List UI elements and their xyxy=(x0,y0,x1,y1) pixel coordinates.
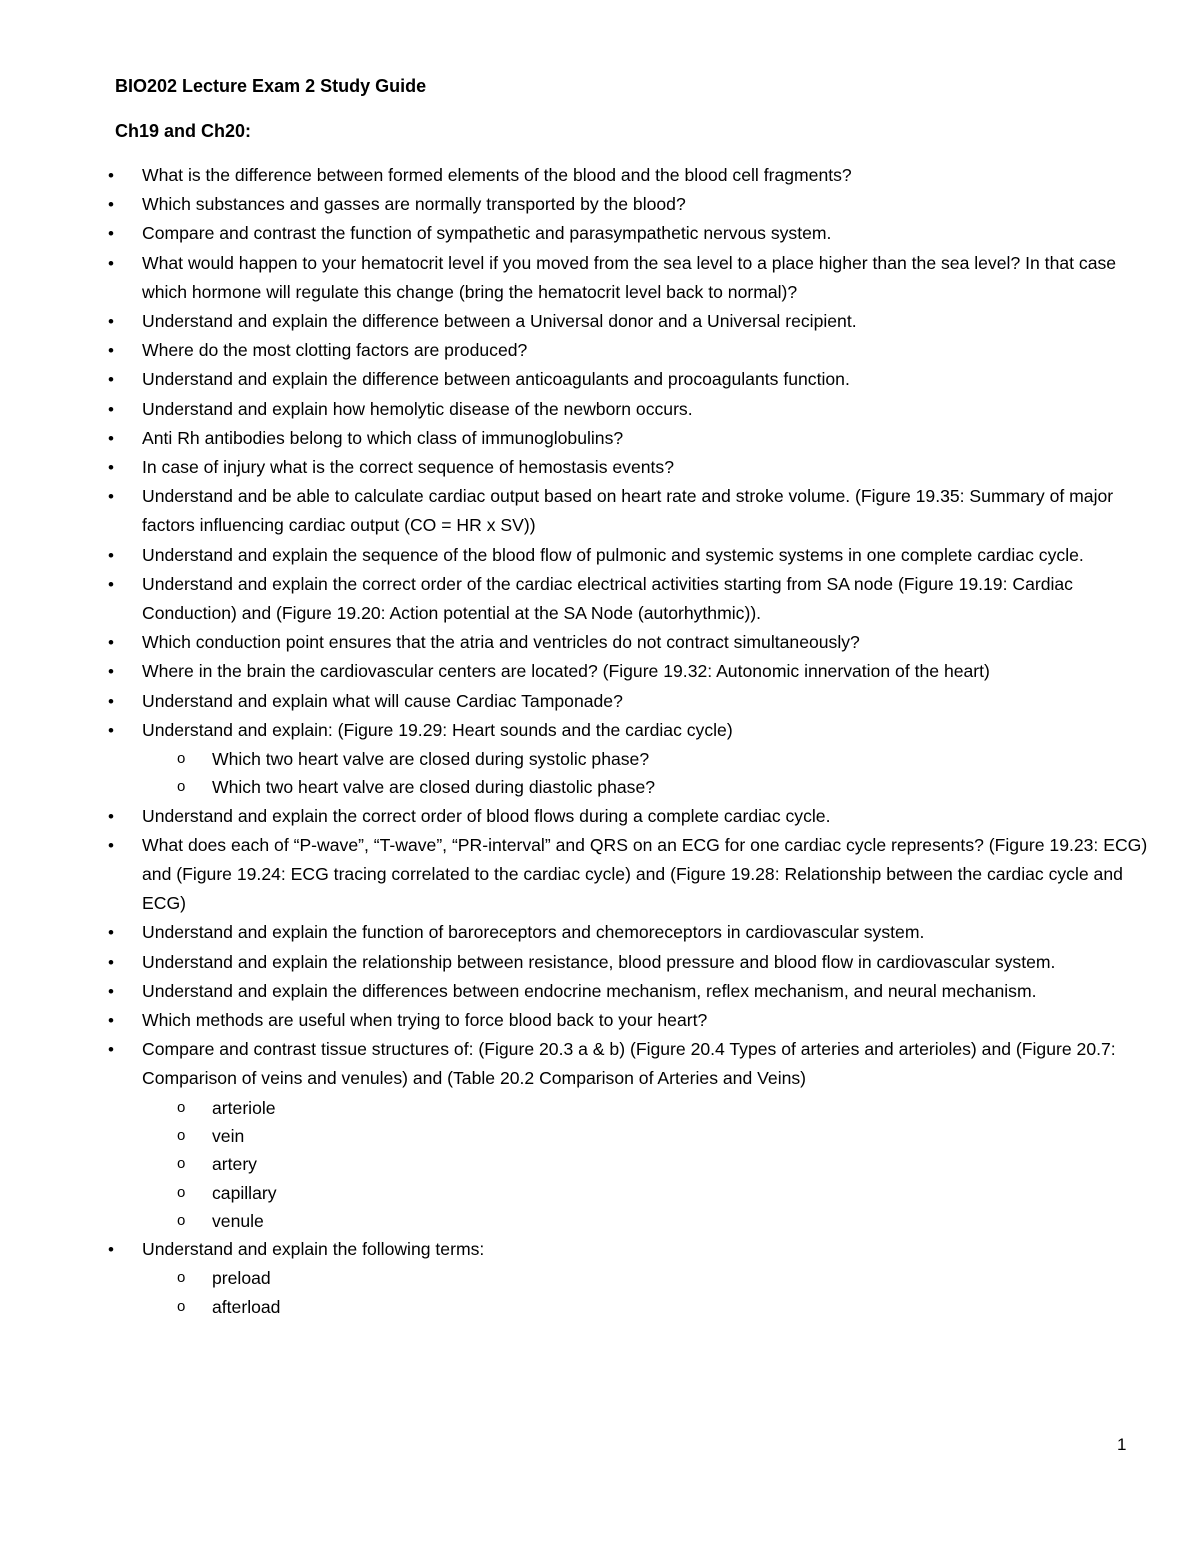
sub-list-item xyxy=(0,1293,1200,1321)
list-item xyxy=(0,570,1200,628)
list-item xyxy=(0,453,1200,482)
bullet-icon: • xyxy=(108,574,114,594)
bullet-icon: • xyxy=(108,312,114,332)
bullet-icon: • xyxy=(108,1011,114,1031)
question-text: Understand and explain the function of baroreceptors and chemoreceptors in cardiovascular system. xyxy=(142,922,925,943)
bullet-icon: • xyxy=(108,428,114,448)
sub-item-text: arteriole xyxy=(212,1097,276,1118)
bullet-icon: • xyxy=(108,662,114,682)
sub-item-text: vein xyxy=(212,1125,245,1146)
question-text: In case of injury what is the correct sequence of hemostasis events? xyxy=(142,457,674,478)
sub-list-item xyxy=(0,773,1200,801)
bullet-icon: • xyxy=(108,341,114,361)
sub-item-text: preload xyxy=(212,1268,271,1289)
sub-item-text: artery xyxy=(212,1154,257,1175)
sub-item-text: venule xyxy=(212,1210,264,1231)
bullet-icon: • xyxy=(108,981,114,1001)
sub-bullet-icon: o xyxy=(177,1155,186,1173)
document-title: BIO202 Lecture Exam 2 Study Guide xyxy=(115,76,427,96)
list-item xyxy=(0,977,1200,1006)
sub-bullet-icon: o xyxy=(177,1269,186,1287)
list-item xyxy=(0,628,1200,657)
section-heading: Ch19 and Ch20: xyxy=(115,121,252,141)
sub-item-text: Which two heart valve are closed during systolic phase? xyxy=(212,749,650,770)
page-number: 1 xyxy=(1117,1435,1127,1454)
list-item xyxy=(0,395,1200,424)
bullet-icon: • xyxy=(108,806,114,826)
sub-item-text: capillary xyxy=(212,1182,277,1203)
bullet-icon: • xyxy=(108,923,114,943)
bullet-icon: • xyxy=(108,545,114,565)
sub-item-text: afterload xyxy=(212,1296,281,1317)
bullet-icon: • xyxy=(108,1040,114,1060)
bullet-icon: • xyxy=(108,487,114,507)
question-text: Where in the brain the cardiovascular centers are located? (Figure 19.32: Autonomic innervation of the heart) xyxy=(142,661,990,682)
sub-list-item xyxy=(0,1094,1200,1122)
sub-list-item xyxy=(0,1122,1200,1150)
bullet-icon: • xyxy=(108,458,114,478)
bullet-icon: • xyxy=(108,952,114,972)
list-item xyxy=(0,190,1200,219)
question-list xyxy=(0,161,1200,1321)
list-item xyxy=(0,424,1200,453)
question-text: Which substances and gasses are normally transported by the blood? xyxy=(142,194,686,215)
list-item xyxy=(0,541,1200,570)
sub-bullet-icon: o xyxy=(177,1183,186,1201)
list-item xyxy=(0,948,1200,977)
question-text: Where do the most clotting factors are produced? xyxy=(142,340,528,361)
list-item xyxy=(0,716,1200,745)
bullet-icon: • xyxy=(108,253,114,273)
list-item xyxy=(0,918,1200,947)
bullet-icon: • xyxy=(108,835,114,855)
list-item xyxy=(0,482,1200,540)
sub-bullet-icon: o xyxy=(177,1126,186,1144)
question-text: Understand and explain the relationship between resistance, blood pressure and blood flow in cardiovascular system. xyxy=(142,951,1056,972)
sub-bullet-icon: o xyxy=(177,1211,186,1229)
question-text: Understand and explain: (Figure 19.29: Heart sounds and the cardiac cycle) xyxy=(142,719,733,740)
bullet-icon: • xyxy=(108,720,114,740)
bullet-icon: • xyxy=(108,370,114,390)
sub-bullet-icon: o xyxy=(177,1098,186,1116)
sub-bullet-icon: o xyxy=(177,750,186,768)
list-item xyxy=(0,307,1200,336)
list-item xyxy=(0,1035,1200,1093)
sub-item-text: Which two heart valve are closed during diastolic phase? xyxy=(212,777,656,798)
question-text: What is the difference between formed elements of the blood and the blood cell fragments? xyxy=(142,165,852,185)
question-text: What would happen to your hematocrit level if you moved from the sea level to a place higher than the sea level? In that case which hormone will regulate this change (bring the hematocrit level back to normal)? xyxy=(142,252,1117,302)
question-text: Compare and contrast the function of sympathetic and parasympathetic nervous system. xyxy=(142,223,832,244)
question-text: Understand and explain the difference between a Universal donor and a Universal recipient. xyxy=(142,311,857,332)
question-text: Understand and explain what will cause Cardiac Tamponade? xyxy=(142,690,623,711)
question-text: Which methods are useful when trying to force blood back to your heart? xyxy=(142,1010,708,1031)
question-text: Which conduction point ensures that the atria and ventricles do not contract simultaneously? xyxy=(142,632,860,653)
list-item xyxy=(0,336,1200,365)
question-text: Anti Rh antibodies belong to which class of immunoglobulins? xyxy=(142,427,624,448)
list-item xyxy=(0,365,1200,394)
bullet-icon: • xyxy=(108,1240,114,1260)
question-text: What does each of “P-wave”, “T-wave”, “PR-interval” and QRS on an ECG for one cardiac cycle represents? (Figure 19.23: ECG) and (Figure 19.24: ECG tracing correlated to the cardiac cycle) and (Figure 19.28: Relationship between the cardiac cycle and ECG) xyxy=(142,834,1148,914)
list-item xyxy=(0,802,1200,831)
bullet-icon: • xyxy=(108,399,114,419)
sub-list-item xyxy=(0,745,1200,773)
sub-bullet-icon: o xyxy=(177,1297,186,1315)
bullet-icon: • xyxy=(108,691,114,711)
list-item xyxy=(0,219,1200,248)
list-item xyxy=(0,657,1200,686)
bullet-icon: • xyxy=(108,166,114,185)
list-item xyxy=(0,1006,1200,1035)
question-text: Understand and explain how hemolytic disease of the newborn occurs. xyxy=(142,398,693,419)
sub-list-item xyxy=(0,1207,1200,1235)
question-text: Understand and explain the correct order of blood flows during a complete cardiac cycle. xyxy=(142,805,831,826)
list-item xyxy=(0,831,1200,919)
list-item xyxy=(0,249,1200,307)
bullet-icon: • xyxy=(108,224,114,244)
sub-list-item xyxy=(0,1150,1200,1178)
question-text: Understand and explain the difference between anticoagulants and procoagulants function. xyxy=(142,369,850,390)
list-item xyxy=(0,687,1200,716)
bullet-icon: • xyxy=(108,633,114,653)
bullet-icon: • xyxy=(108,195,114,215)
question-text: Understand and explain the sequence of the blood flow of pulmonic and systemic systems in one complete cardiac cycle. xyxy=(142,544,1084,565)
sub-list-item xyxy=(0,1264,1200,1292)
list-item xyxy=(0,1235,1200,1264)
question-text: Compare and contrast tissue structures of: (Figure 20.3 a & b) (Figure 20.4 Types of arteries and arterioles) and (Figure 20.7: Comparison of veins and venules) and (Table 20.2 Comparison of Arteries and Veins) xyxy=(142,1039,1116,1089)
list-item xyxy=(0,161,1200,190)
sub-bullet-icon: o xyxy=(177,778,186,796)
question-text: Understand and be able to calculate cardiac output based on heart rate and stroke volume. (Figure 19.35: Summary of major factors influencing cardiac output (CO = HR x SV)) xyxy=(142,486,1114,536)
sub-list-item xyxy=(0,1179,1200,1207)
question-text: Understand and explain the following terms: xyxy=(142,1239,485,1260)
question-text: Understand and explain the differences between endocrine mechanism, reflex mechanism, and neural mechanism. xyxy=(142,980,1037,1001)
question-text: Understand and explain the correct order of the cardiac electrical activities starting from SA node (Figure 19.19: Cardiac Conduction) and (Figure 19.20: Action potential at the SA Node (autorhythmic)). xyxy=(142,573,1073,624)
